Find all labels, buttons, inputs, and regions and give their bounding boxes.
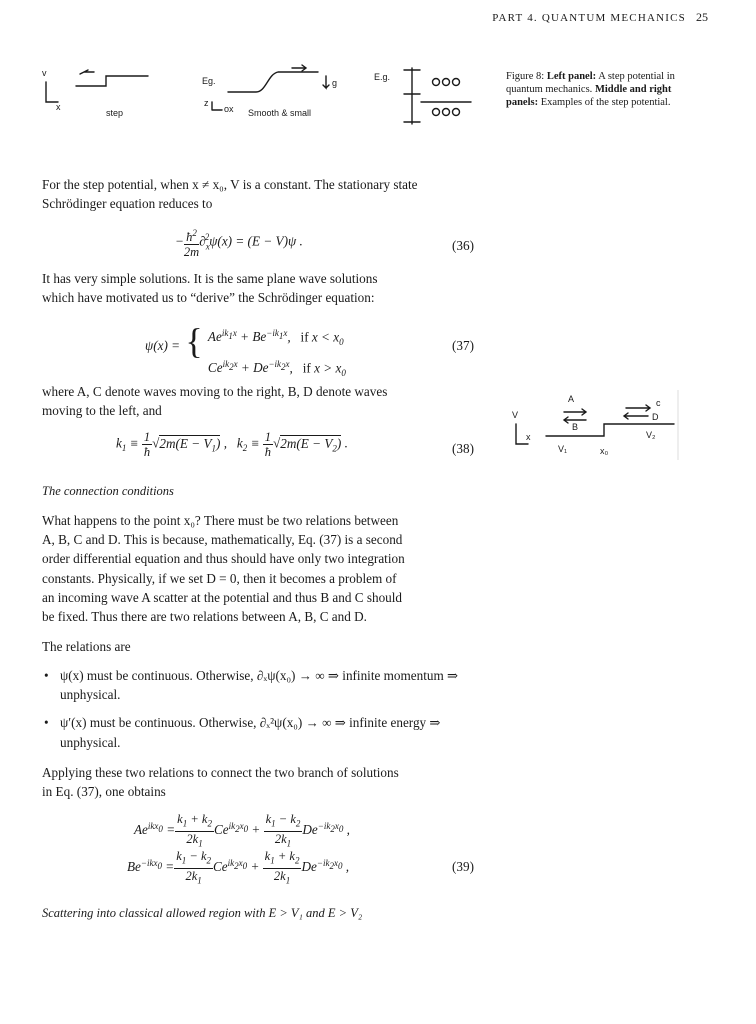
smooth-small-label: Smooth & small [248,108,312,118]
eg-label-right: E.g. [374,72,391,82]
equation-36: − $\frac{ħ^2}{2m}$ $\partial_x^2\psi(x) = (E - V)\psi$ . [175,228,303,260]
paragraph-1: For the step potential, when x ≠ x₀, V is a constant. The stationary state Schrödinger equation reduces to [42,177,418,212]
svg-text:g: g [332,78,338,88]
charged-plates-sketch [374,68,471,124]
paragraph-6: Applying these two relations to connect the two branch of solutions in Eq. (37), one obtains [42,765,399,800]
eq-number-39: (39) [452,859,474,874]
eq-number-37: (37) [452,338,474,353]
caption-text-2: Examples of the step potential. [540,97,671,108]
paragraph-2: It has very simple solutions. It is the same plane wave solutions which have motivated us to “derive” the Schrödinger equation: [42,271,378,306]
list-item: • ψ′(x) must be continuous. Otherwise, ∂ₓ²ψ(x₀) → ∞ ⇒ infinite energy ⇒ unphysical. [42,713,482,751]
section-scattering: Scattering into classical allowed region with E > V₁ and E > V₂ [42,906,363,920]
svg-text:ox: ox [224,104,234,114]
caption-text-1: A step potential in quantum mechanics. [506,71,675,95]
margin-label-x0: x₀ [600,446,609,456]
running-header [492,10,708,25]
caption-left-panel: Left panel: [546,71,597,82]
figure-8-caption [506,70,702,109]
svg-text:z: z [204,98,209,108]
margin-label-B: B [572,422,579,432]
eq-number-36: (36) [452,238,474,253]
svg-text:x: x [56,102,61,112]
eq-number-38: (38) [452,441,474,456]
margin-label-A: A [568,394,575,404]
section-connection-conditions: The connection conditions [42,484,174,498]
equation-37: ψ(x) = { $Ae^{ik_1x} + Be^{-ik_1x}$, if $x < x_0$ $Ce^{ik_2x} + De^{-ik_2x}$, if $x > x_0$ [145,321,346,379]
step-label: step [106,108,124,118]
list-item: • ψ(x) must be continuous. Otherwise, ∂ₓψ(x₀) → ∞ ⇒ infinite momentum ⇒ unphysical. [42,666,482,704]
relations-list [42,666,482,761]
running-title: PART 4. QUANTUM MECHANICS [492,12,686,24]
page-number: 25 [696,10,708,24]
svg-text:v: v [42,68,47,78]
smooth-step-sketch [202,65,337,118]
equation-39a: $Ae^{ikx_0}$ = $\frac{k_1 + k_2}{2k_1}$ $Ce^{ik_2x_0}$ + $\frac{k_1 - k_2}{2k_1}$ $De^{-ik_2x_0}$ , [134,812,350,848]
margin-label-v: V [512,410,519,420]
margin-label-v2: V₂ [646,430,656,440]
margin-label-c: c [656,398,661,408]
paragraph-4: What happens to the point x₀? There must be two relations between A, B, C and D. This is because, mathematically, Eq. (37) is a second order differential equation and thus should have only two integration constants. Physically, if we set D = 0, then it becomes a problem of an incoming wave A scatter at the potential and thus B and C should be fixed. Thus there are two relations between A, B, C and D. [42,513,405,625]
margin-label-v1: V₁ [558,444,568,454]
equation-38: $k_1$ ≡ $\frac{1}{ħ}$ $√2m(E - V_1)$ , $k_2$ ≡ $\frac{1}{ħ}$ $√2m(E - V_2)$ . [116,430,348,459]
caption-middle-right: Middle and right panels: [506,84,672,108]
margin-label-D: D [652,412,659,422]
paragraph-5: The relations are [42,639,131,654]
equation-39b: $Be^{-ikx_0}$ = $\frac{k_1 - k_2}{2k_1}$ $Ce^{ik_2x_0}$ + $\frac{k_1 + k_2}{2k_1}$ $De^{-ik_2x_0}$ , [127,849,350,885]
margin-step-sketch [506,384,706,464]
margin-label-x: x [526,432,531,442]
step-potential-sketch [42,68,148,118]
figure-8-sketches [36,64,486,138]
caption-label: Figure 8: [506,71,545,82]
paragraph-3: where A, C denote waves moving to the right, B, D denote waves moving to the left, and [42,384,388,419]
eg-label-mid: Eg. [202,76,216,86]
